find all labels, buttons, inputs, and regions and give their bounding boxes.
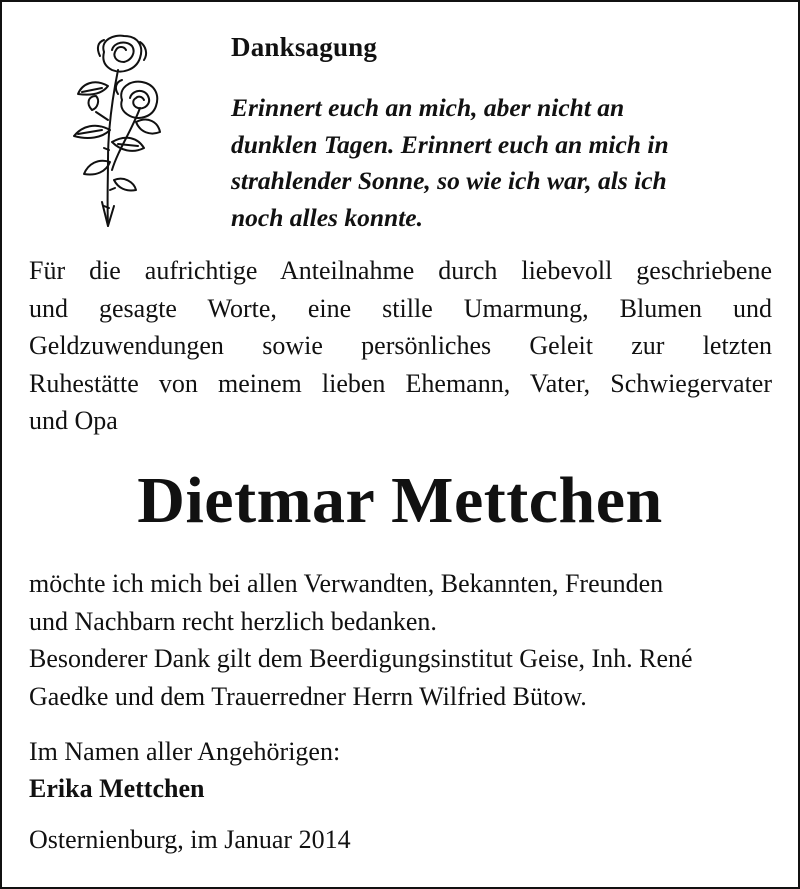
thanks-line: möchte ich mich bei allen Verwandten, Bekannten, Freunden (29, 569, 664, 598)
notice-heading: Danksagung (231, 32, 378, 62)
thanks-line: Besonderer Dank gilt dem Beerdigungsinstitut Geise, Inh. René (29, 644, 693, 673)
intro-line: Für die aufrichtige Anteilnahme durch liebevoll geschriebene (29, 256, 772, 285)
memorial-verse (231, 90, 771, 236)
signature-block (29, 733, 340, 807)
intro-line: und Opa (29, 406, 118, 435)
thanks-paragraph (29, 565, 772, 715)
place-and-date: Osternienburg, im Januar 2014 (29, 825, 351, 854)
intro-line: Ruhestätte von meinem lieben Ehemann, Vater, Schwiegervater (29, 368, 772, 398)
intro-line: und gesagte Worte, eine stille Umarmung, Blumen und (29, 293, 772, 323)
verse-line: Erinnert euch an mich, aber nicht an (231, 93, 625, 122)
thanks-line: Gaedke und dem Trauerredner Herrn Wilfried Bütow. (29, 681, 587, 711)
verse-line: noch alles konnte. (231, 202, 423, 232)
rose-icon (52, 30, 164, 230)
signer-name: Erika Mettchen (29, 774, 205, 803)
intro-paragraph (29, 252, 772, 440)
verse-line: dunklen Tagen. Erinnert euch an mich in (231, 129, 669, 159)
signoff-text: Im Namen aller Angehörigen: (29, 737, 341, 766)
thanks-line: und Nachbarn recht herzlich bedanken. (29, 606, 437, 636)
intro-line: Geldzuwendungen sowie persönliches Geleit zur letzten (29, 331, 772, 360)
deceased-name: Dietmar Mettchen (137, 464, 663, 537)
verse-line: strahlender Sonne, so wie ich war, als ich (231, 166, 667, 195)
